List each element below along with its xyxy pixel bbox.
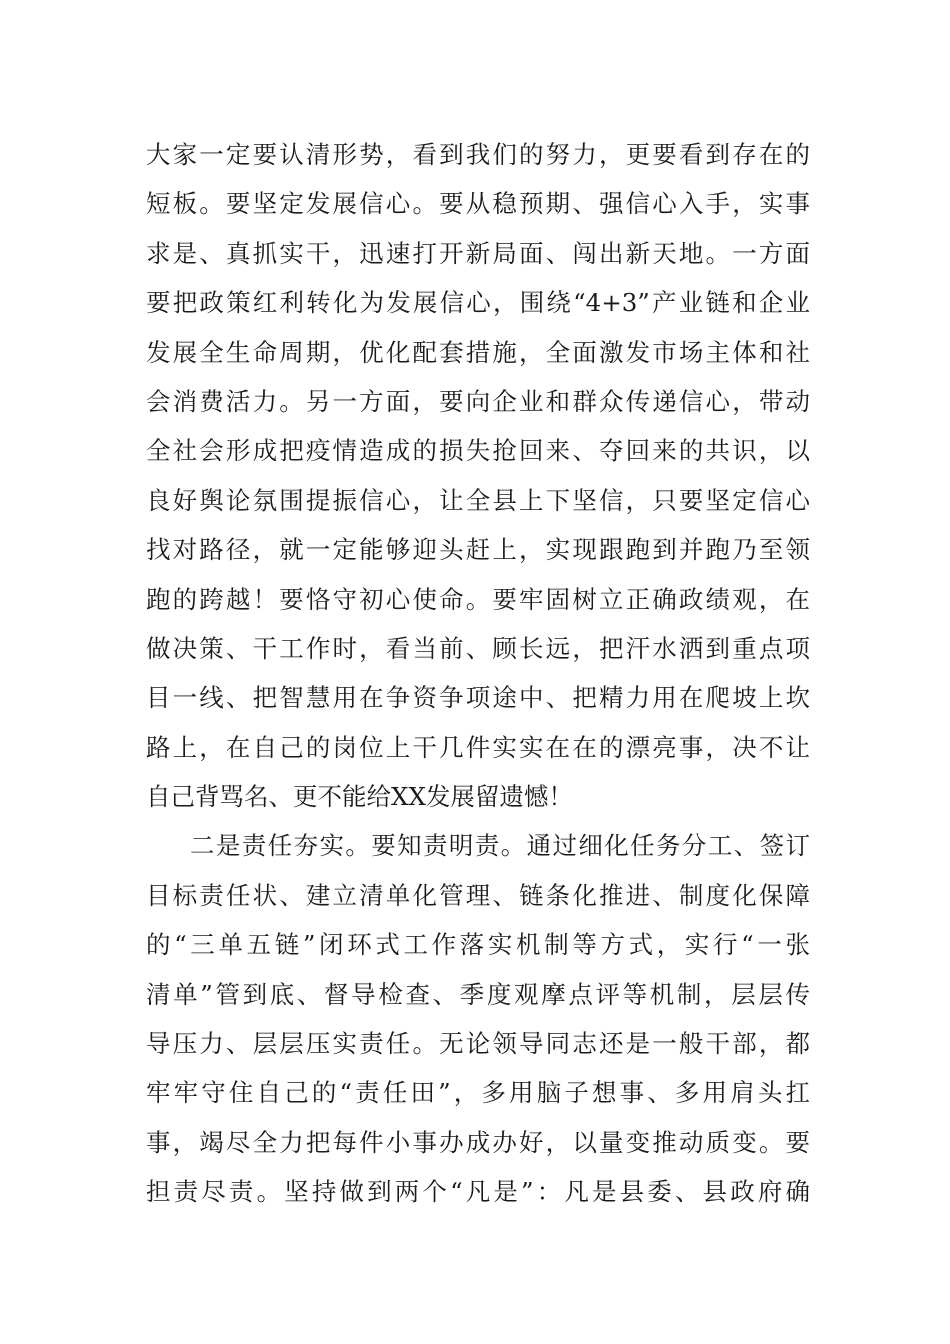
body-text [146,130,810,1217]
text-line: 事，竭尽全力把每件小事办成办好，以量变推动质变。要 [146,1127,810,1157]
text-line: 目标责任状、建立清单化管理、链条化推进、制度化保障 [146,880,810,910]
text-line: 导压力、层层压实责任。无论领导同志还是一般干部，都 [146,1029,810,1059]
text-line: 跑的跨越！要恪守初心使命。要牢固树立正确政绩观，在 [146,584,810,614]
text-line: 路上，在自己的岗位上干几件实实在在的漂亮事，决不让 [146,732,810,762]
text-line: 全社会形成把疫情造成的损失抢回来、夺回来的共识，以 [146,436,810,466]
text-line: 担责尽责。坚持做到两个“凡是”：凡是县委、县政府确 [146,1177,810,1207]
text-line: 要把政策红利转化为发展信心，围绕“4+3”产业链和企业 [146,288,810,318]
text-line: 做决策、干工作时，看当前、顾长远，把汗水洒到重点项 [146,633,810,663]
text-line: 的“三单五链”闭环式工作落实机制等方式，实行“一张 [146,930,810,960]
text-line: 会消费活力。另一方面，要向企业和群众传递信心，带动 [146,386,810,416]
text-line: 牢牢守住自己的“责任田”，多用脑子想事、多用肩头扛 [146,1078,810,1108]
text-line: 找对路径，就一定能够迎头赶上，实现跟跑到并跑乃至领 [146,535,810,565]
text-line: 短板。要坚定发展信心。要从稳预期、强信心入手，实事 [146,189,810,219]
text-line: 求是、真抓实干，迅速打开新局面、闯出新天地。一方面 [146,238,810,268]
text-line: 目一线、把智慧用在争资争项途中、把精力用在爬坡上坎 [146,683,810,713]
text-line: 清单”管到底、督导检查、季度观摩点评等机制，层层传 [146,979,810,1009]
text-line: 大家一定要认清形势，看到我们的努力，更要看到存在的 [146,140,810,169]
paragraph-first-line: 二是责任夯实。要知责明责。通过细化任务分工、签订 [190,831,810,861]
text-line: 发展全生命周期，优化配套措施，全面激发市场主体和社 [146,337,810,367]
text-line: 自己背骂名、更不能给XX发展留遗憾！ [146,782,573,812]
text-line: 良好舆论氛围提振信心，让全县上下坚信，只要坚定信心 [146,485,810,515]
